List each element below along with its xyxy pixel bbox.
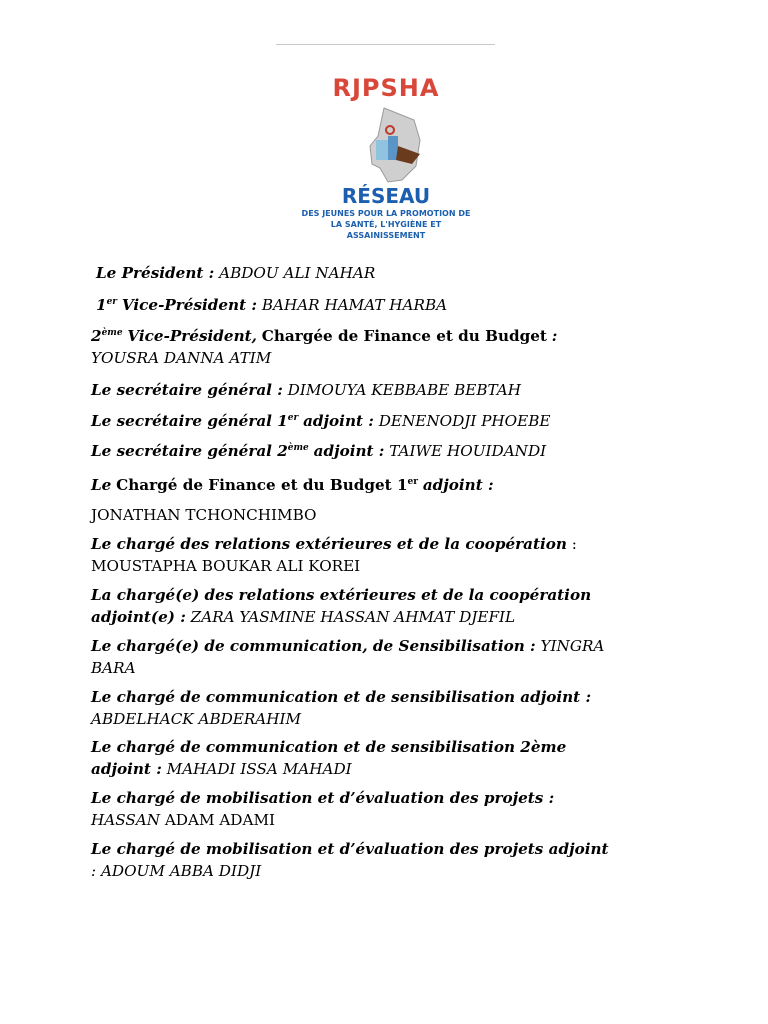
- role-label-extra: adjoint :: [313, 442, 385, 460]
- role-label: Le Président :: [96, 264, 215, 282]
- role-label: Vice-Président,: [127, 327, 257, 345]
- colon: :: [571, 535, 577, 553]
- role-label: Le secrétaire général 2: [91, 442, 288, 460]
- role-label: Le chargé de mobilisation et d’évaluation des projets adjoint: [91, 840, 609, 858]
- person-name: BAHAR HAMAT HARBA: [261, 296, 448, 314]
- chad-map-icon: [354, 106, 434, 186]
- logo-subtitle: [286, 208, 486, 241]
- entry-president: [96, 262, 375, 284]
- person-name: YINGRA: [540, 637, 605, 655]
- entry-first-vice-president: [96, 294, 447, 316]
- entry-second-vice-president: [91, 325, 557, 369]
- role-label: Le chargé des relations extérieures et de la coopération: [91, 535, 567, 553]
- role-label: La chargé(e) des relations extérieures et de la coopération: [91, 586, 592, 604]
- role-label-extra: adjoint :: [303, 412, 374, 430]
- role-label: Vice-Président :: [121, 296, 258, 314]
- logo-subtitle-line: ASSAINISSEMENT: [346, 231, 426, 240]
- logo-subtitle-line: DES JEUNES POUR LA PROMOTION DE: [301, 209, 471, 218]
- role-label: Le: [91, 476, 112, 494]
- person-name: DIMOUYA KEBBABE BEBTAH: [287, 381, 521, 399]
- person-name: TAIWE HOUIDANDI: [389, 442, 547, 460]
- ordinal: 1: [96, 296, 107, 314]
- role-label: Le secrétaire général 1: [91, 412, 288, 430]
- entry-mobilisation-deputy: [91, 838, 609, 882]
- role-label: Le secrétaire général :: [91, 381, 283, 399]
- person-name: : ADOUM ABBA DIDJI: [91, 862, 262, 880]
- ordinal-suffix: ème: [287, 442, 309, 453]
- person-name-cont: ADAM ADAMI: [164, 811, 275, 829]
- ordinal-suffix: er: [287, 412, 299, 423]
- person-name: YOUSRA DANNA ATIM: [91, 349, 272, 367]
- entry-secretary-general-first-deputy: [91, 410, 550, 432]
- logo-title: RÉSEAU: [341, 184, 431, 208]
- role-label: Le chargé de communication et de sensibilisation adjoint :: [91, 688, 592, 706]
- ordinal-suffix: er: [106, 296, 118, 307]
- person-name-cont: BARA: [91, 659, 136, 677]
- header-rule: [276, 44, 495, 45]
- role-label: Le chargé de mobilisation et d’évaluation des projets :: [91, 789, 555, 807]
- role-label: Le chargé de communication et de sensibilisation 2ème: [91, 738, 567, 756]
- person-name: ABDELHACK ABDERAHIM: [91, 710, 302, 728]
- ordinal-suffix: ème: [101, 327, 123, 338]
- person-name: HASSAN: [91, 811, 161, 829]
- entry-communication-second-deputy: [91, 736, 566, 780]
- entry-finance-first-deputy: [91, 474, 494, 526]
- person-name: JONATHAN TCHONCHIMBO: [91, 506, 317, 524]
- role-label: Le chargé(e) de communication, de Sensibilisation :: [91, 637, 536, 655]
- role-label-end: adjoint(e) :: [91, 608, 186, 626]
- colon: :: [551, 327, 558, 345]
- entry-communication: [91, 635, 604, 679]
- logo-acronym: RJPSHA: [332, 74, 440, 102]
- person-name: ABDOU ALI NAHAR: [219, 264, 376, 282]
- role-label-end: adjoint :: [91, 760, 162, 778]
- ordinal: 2: [91, 327, 102, 345]
- role-label-extra: Chargée de Finance et du Budget: [261, 327, 547, 345]
- role-label-extra: Chargé de Finance et du Budget 1: [116, 476, 408, 494]
- entry-external-relations: [91, 533, 577, 577]
- entry-external-relations-deputy: [91, 584, 591, 628]
- ordinal-suffix: er: [407, 476, 418, 487]
- person-name: MOUSTAPHA BOUKAR ALI KOREI: [91, 557, 361, 575]
- rjpsha-logo: [276, 50, 496, 250]
- entry-secretary-general-second-deputy: [91, 440, 546, 462]
- logo-subtitle-line: LA SANTÉ, L'HYGIÈNE ET: [330, 220, 442, 229]
- role-label-end: adjoint :: [422, 476, 494, 494]
- person-name: MAHADI ISSA MAHADI: [166, 760, 352, 778]
- entry-communication-deputy: [91, 686, 591, 730]
- entry-mobilisation: [91, 787, 554, 831]
- person-name: ZARA YASMINE HASSAN AHMAT DJEFIL: [190, 608, 516, 626]
- entry-secretary-general: [91, 379, 521, 401]
- person-name: DENENODJI PHOEBE: [378, 412, 551, 430]
